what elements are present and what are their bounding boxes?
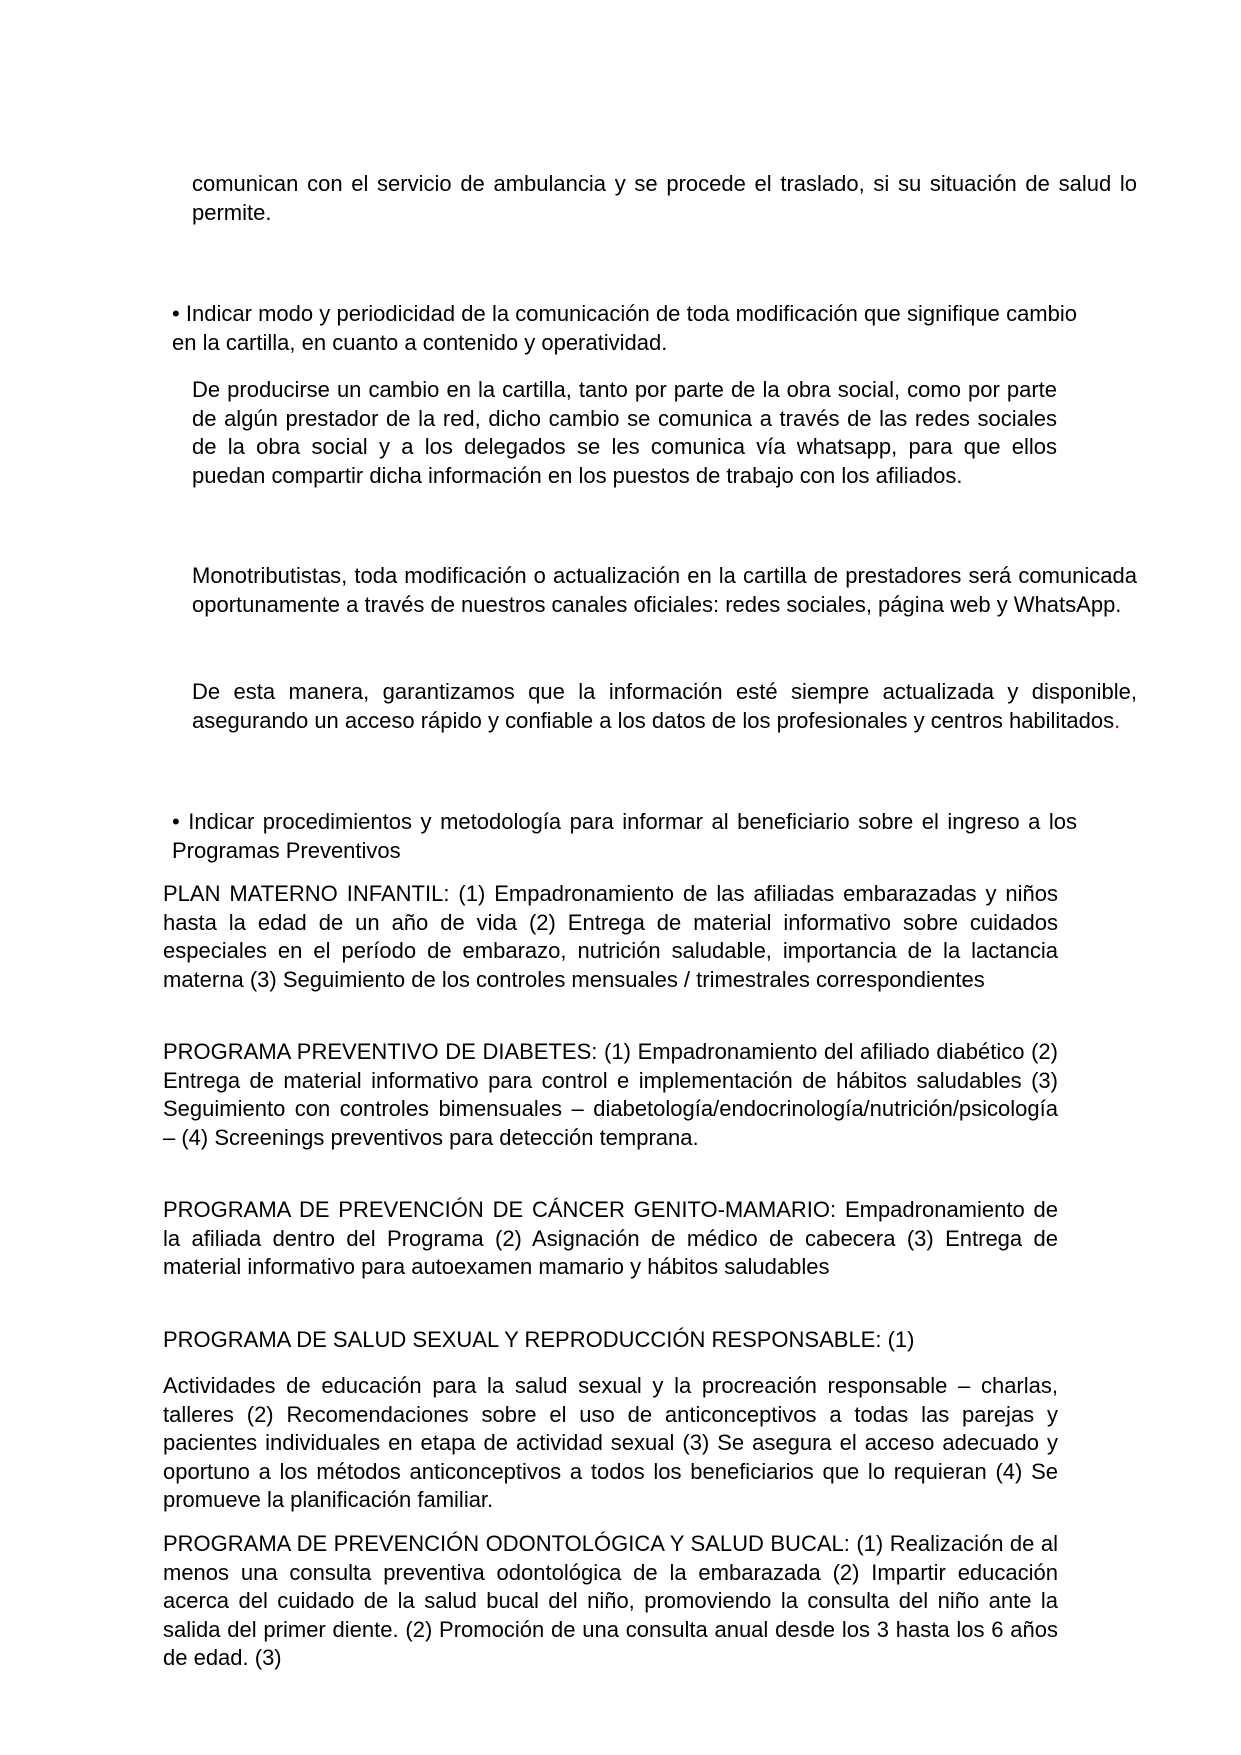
program-materno-infantil: PLAN MATERNO INFANTIL: (1) Empadronamiento de las afiliadas embarazadas y niños hasta la edad de un año de vida (2) Entrega de material informativo sobre cuidados especiales en el período de embarazo, nutrición saludable, importancia de la lactancia materna (3) Seguimiento de los controles mensuales / trimestrales correspondientes xyxy=(163,881,1058,992)
bullet-programas-preventivos: • Indicar procedimientos y metodología para informar al beneficiario sobre el ingreso a los Programas Preventivos xyxy=(172,809,1077,863)
bullet-modo-periodicidad: • Indicar modo y periodicidad de la comunicación de toda modificación que signifique cambio en la cartilla, en cuanto a contenido y operatividad. xyxy=(172,301,1077,355)
program-diabetes: PROGRAMA PREVENTIVO DE DIABETES: (1) Empadronamiento del afiliado diabético (2) Entrega de material informativo para control e implementación de hábitos saludables (3) Seguimiento con controles bimensuales – diabetología/endocrinología/nutrición/psicología – (4) Screenings preventivos para detección temprana. xyxy=(163,1039,1058,1150)
paragraph-monotributistas: Monotributistas, toda modificación o actualización en la cartilla de prestadores será comunicada oportunamente a través de nuestros canales oficiales: redes sociales, página web y WhatsApp. xyxy=(192,563,1137,617)
paragraph-garantizamos-period: . xyxy=(1114,707,1121,733)
paragraph-garantizamos xyxy=(192,678,1137,735)
program-odontologica: PROGRAMA DE PREVENCIÓN ODONTOLÓGICA Y SALUD BUCAL: (1) Realización de al menos una consulta preventiva odontológica de la embarazada (2) Impartir educación acerca del cuidado de la salud bucal del niño, promoviendo la consulta del niño ante la salida del primer diente. (2) Promoción de una consulta anual desde los 3 hasta los 6 años de edad. (3) xyxy=(163,1531,1058,1671)
paragraph-cambio-cartilla: De producirse un cambio en la cartilla, tanto por parte de la obra social, como por parte de algún prestador de la red, dicho cambio se comunica a través de las redes sociales de la obra social y a los delegados se les comunica vía whatsapp, para que ellos puedan compartir dicha información en los puestos de trabajo con los afiliados. xyxy=(192,377,1057,488)
program-salud-sexual-body: Actividades de educación para la salud sexual y la procreación responsable – charlas, talleres (2) Recomendaciones sobre el uso de anticonceptivos a todas las parejas y pacientes individuales en etapa de actividad sexual (3) Se asegura el acceso adecuado y oportuno a los métodos anticonceptivos a todos los beneficiarios que lo requieran (4) Se promueve la planificación familiar. xyxy=(163,1373,1058,1513)
paragraph-garantizamos-text: De esta manera, garantizamos que la información esté siempre actualizada y disponible, asegurando un acceso rápido y confiable a los datos de los profesionales y centros habilitados xyxy=(192,679,1137,733)
intro-paragraph: comunican con el servicio de ambulancia y se procede el traslado, si su situación de salud lo permite. xyxy=(192,171,1137,225)
program-salud-sexual-title: PROGRAMA DE SALUD SEXUAL Y REPRODUCCIÓN RESPONSABLE: (1) xyxy=(163,1327,915,1352)
program-cancer-genito-mamario: PROGRAMA DE PREVENCIÓN DE CÁNCER GENITO-MAMARIO: Empadronamiento de la afiliada dentro del Programa (2) Asignación de médico de cabecera (3) Entrega de material informativo para autoexamen mamario y hábitos saludables xyxy=(163,1197,1058,1280)
